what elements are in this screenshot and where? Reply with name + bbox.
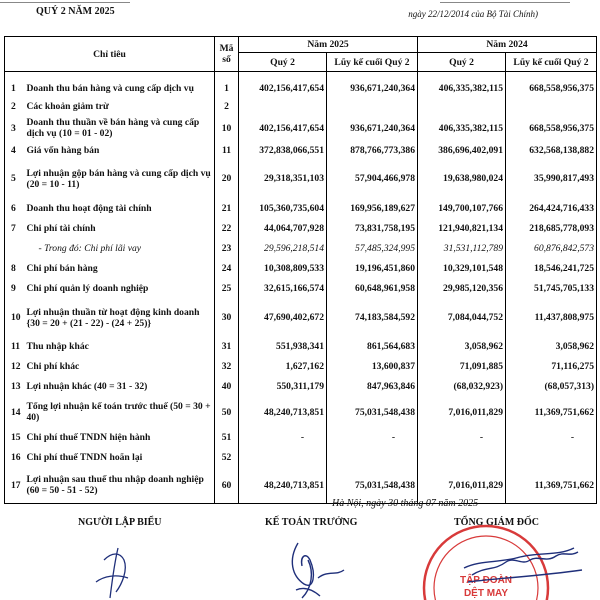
table-row: 3 Doanh thu thuần về bán hàng và cung cấp dịch vụ (10 = 01 - 02) 10 402,156,417,654 936,671,240,364 406,335,382,115 668,558,956,375 bbox=[5, 116, 597, 141]
signer-chief-accountant-title: KẾ TOÁN TRƯỞNG bbox=[265, 517, 358, 528]
table-row: 12 Chi phí khác 32 1,627,162 13,600,837 71,091,885 71,116,275 bbox=[5, 357, 597, 377]
table-row: 1 Doanh thu bán hàng và cung cấp dịch vụ 1 402,156,417,654 936,671,240,364 406,335,382,115 668,558,956,375 bbox=[5, 80, 597, 98]
signer-general-director-title: TỔNG GIÁM ĐỐC bbox=[454, 517, 539, 528]
table-row: 16 Chi phí thuế TNDN hoãn lại 52 bbox=[5, 448, 597, 468]
col-header-ytd-2025: Lũy kế cuối Quý 2 bbox=[334, 56, 410, 68]
col-header-code: Mã số bbox=[219, 43, 234, 65]
col-header-ytd-2024: Lũy kế cuối Quý 2 bbox=[513, 56, 589, 68]
place-date: Hà Nội, ngày 30 tháng 07 năm 2025 bbox=[332, 498, 479, 509]
table-row: 9 Chi phí quản lý doanh nghiệp 25 32,615,166,574 60,648,961,958 29,985,120,356 51,745,705,133 bbox=[5, 279, 597, 299]
table-row: 17 Lợi nhuận sau thuế thu nhập doanh nghiệp (60 = 50 - 51 - 52) 60 48,240,713,851 75,031,548,438 7,016,011,829 11,369,751,662 bbox=[5, 468, 597, 504]
table-row: 15 Chi phí thuế TNDN hiện hành 51 - - - - bbox=[5, 428, 597, 448]
table-row: 8 Chi phí bán hàng 24 10,308,809,533 19,196,451,860 10,329,101,548 18,546,241,725 bbox=[5, 259, 597, 279]
svg-text:TẬP ĐOÀN: TẬP ĐOÀN bbox=[459, 575, 513, 586]
svg-text:DỆT MAY: DỆT MAY bbox=[463, 588, 509, 599]
table-row: 6 Doanh thu hoạt động tài chính 21 105,360,735,604 169,956,189,627 149,700,107,766 264,424,716,433 bbox=[5, 198, 597, 219]
col-header-q2-2025: Quý 2 bbox=[270, 56, 295, 68]
col-header-item: Chỉ tiêu bbox=[93, 48, 126, 60]
table-row: 4 Giá vốn hàng bán 11 372,838,066,551 878,766,773,386 386,696,402,091 632,568,138,882 bbox=[5, 141, 597, 160]
col-header-year-2024: Năm 2024 bbox=[486, 39, 528, 51]
table-row: - Trong đó: Chi phí lãi vay 23 29,596,218,514 57,485,324,995 31,531,112,789 60,876,842,573 bbox=[5, 239, 597, 259]
table-row: 11 Thu nhập khác 31 551,938,341 861,564,683 3,058,962 3,058,962 bbox=[5, 337, 597, 357]
table-row: 10 Lợi nhuận thuần từ hoạt động kinh doanh {30 = 20 + (21 - 22) - (24 + 25)} 30 47,690,402,672 74,183,584,592 7,084,044,752 11,437,808,975 bbox=[5, 299, 597, 337]
table-row: 2 Các khoản giảm trừ 2 bbox=[5, 98, 597, 116]
preparer-signature bbox=[96, 548, 128, 598]
decree-note: ngày 22/12/2014 của Bộ Tài Chính) bbox=[408, 9, 538, 19]
col-header-q2-2024: Quý 2 bbox=[449, 56, 474, 68]
col-header-year-2025: Năm 2025 bbox=[307, 39, 349, 51]
signer-preparer-title: NGƯỜI LẬP BIỂU bbox=[78, 517, 162, 528]
table-row: 5 Lợi nhuận gộp bán hàng và cung cấp dịch vụ (20 = 10 - 11) 20 29,318,351,103 57,904,466,978 19,638,980,024 35,990,817,493 bbox=[5, 160, 597, 198]
chief-accountant-signature bbox=[292, 543, 344, 598]
table-row: 13 Lợi nhuận khác (40 = 31 - 32) 40 550,311,179 847,963,846 (68,032,923) (68,057,313) bbox=[5, 377, 597, 397]
table-row: 14 Tổng lợi nhuận kế toán trước thuế (50 = 30 + 40) 50 48,240,713,851 75,031,548,438 7,016,011,829 11,369,751,662 bbox=[5, 397, 597, 428]
report-period: QUÝ 2 NĂM 2025 bbox=[36, 6, 115, 17]
table-row: 7 Chi phí tài chính 22 44,064,707,928 73,831,758,195 121,940,821,134 218,685,778,093 bbox=[5, 219, 597, 239]
